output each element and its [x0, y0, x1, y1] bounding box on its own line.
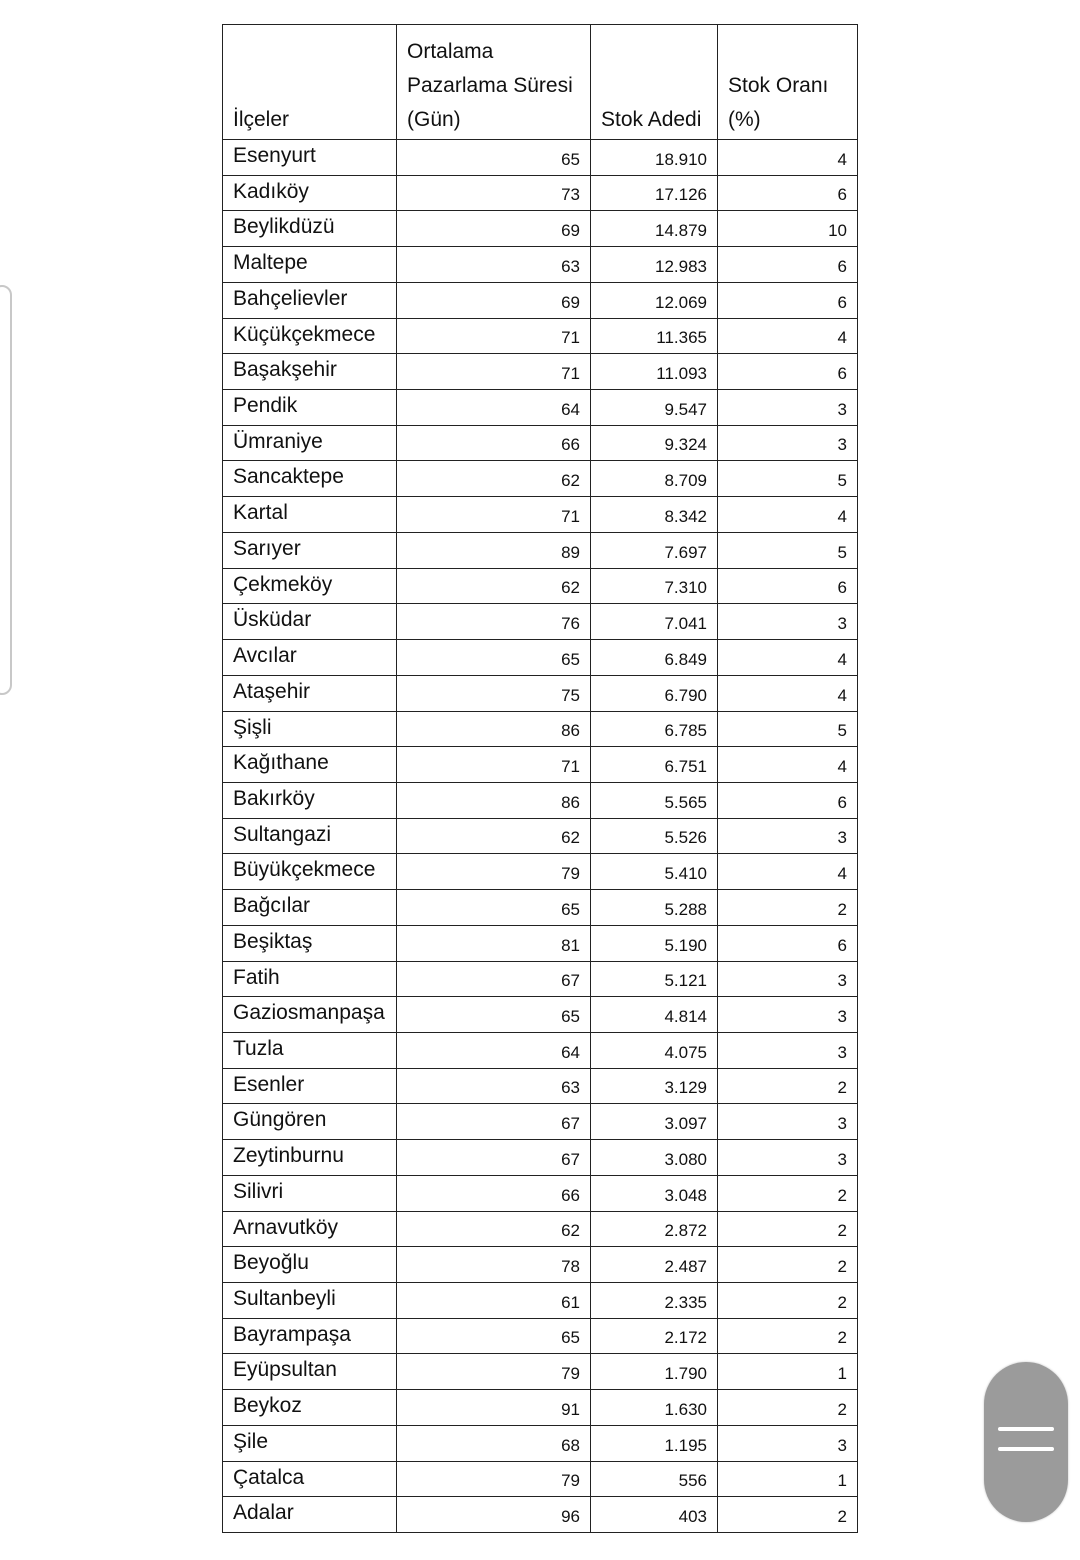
district-name: Bağcılar: [223, 890, 397, 926]
avg-marketing-days: 76: [397, 604, 591, 640]
stock-count: 556: [591, 1461, 718, 1497]
table-row: [223, 854, 858, 890]
avg-marketing-days: 64: [397, 390, 591, 426]
stock-ratio: 2: [718, 890, 858, 926]
district-name: Güngören: [223, 1104, 397, 1140]
stock-count: 6.849: [591, 640, 718, 676]
stock-ratio: 2: [718, 1283, 858, 1319]
district-name: Kartal: [223, 497, 397, 533]
avg-marketing-days: 63: [397, 247, 591, 283]
avg-marketing-days: 71: [397, 318, 591, 354]
stock-ratio: 2: [718, 1211, 858, 1247]
stock-count: 403: [591, 1497, 718, 1533]
avg-marketing-days: 73: [397, 175, 591, 211]
stock-ratio: 5: [718, 532, 858, 568]
stock-count: 4.075: [591, 1032, 718, 1068]
district-name: Ümraniye: [223, 425, 397, 461]
stock-ratio: 3: [718, 390, 858, 426]
table-row: [223, 461, 858, 497]
stock-ratio: 4: [718, 140, 858, 176]
stock-count: 2.335: [591, 1283, 718, 1319]
stock-ratio: 2: [718, 1390, 858, 1426]
stock-count: 3.097: [591, 1104, 718, 1140]
drag-handle-icon: [998, 1427, 1054, 1431]
stock-ratio: 5: [718, 711, 858, 747]
stock-count: 5.410: [591, 854, 718, 890]
stock-count: 5.565: [591, 782, 718, 818]
drag-handle-icon: [998, 1447, 1054, 1451]
district-name: Gaziosmanpaşa: [223, 997, 397, 1033]
stock-count: 8.709: [591, 461, 718, 497]
avg-marketing-days: 86: [397, 711, 591, 747]
stock-count: 12.983: [591, 247, 718, 283]
district-name: Çatalca: [223, 1461, 397, 1497]
district-name: Ataşehir: [223, 675, 397, 711]
district-name: Avcılar: [223, 640, 397, 676]
table-row: [223, 1175, 858, 1211]
avg-marketing-days: 66: [397, 425, 591, 461]
table-row: [223, 1461, 858, 1497]
table-row: [223, 997, 858, 1033]
stock-ratio: 6: [718, 925, 858, 961]
stock-count: 3.048: [591, 1175, 718, 1211]
table-row: [223, 1390, 858, 1426]
avg-marketing-days: 91: [397, 1390, 591, 1426]
stock-ratio: 3: [718, 1032, 858, 1068]
district-name: Kadıköy: [223, 175, 397, 211]
avg-marketing-days: 65: [397, 997, 591, 1033]
avg-marketing-days: 67: [397, 961, 591, 997]
table-row: [223, 925, 858, 961]
avg-marketing-days: 79: [397, 854, 591, 890]
table-row: [223, 425, 858, 461]
avg-marketing-days: 71: [397, 497, 591, 533]
stock-ratio: 3: [718, 961, 858, 997]
stock-ratio: 3: [718, 1104, 858, 1140]
district-name: Sultangazi: [223, 818, 397, 854]
district-name: Esenler: [223, 1068, 397, 1104]
district-name: Bakırköy: [223, 782, 397, 818]
stock-ratio: 2: [718, 1068, 858, 1104]
table-row: [223, 140, 858, 176]
avg-marketing-days: 79: [397, 1461, 591, 1497]
avg-marketing-days: 65: [397, 890, 591, 926]
stock-ratio: 3: [718, 997, 858, 1033]
stock-ratio: 3: [718, 818, 858, 854]
table-row: [223, 1211, 858, 1247]
district-name: Arnavutköy: [223, 1211, 397, 1247]
stock-count: 8.342: [591, 497, 718, 533]
table-row: [223, 175, 858, 211]
stock-count: 7.310: [591, 568, 718, 604]
table-row: [223, 604, 858, 640]
avg-marketing-days: 71: [397, 354, 591, 390]
district-name: Başakşehir: [223, 354, 397, 390]
table-header: [223, 25, 858, 140]
stock-count: 1.195: [591, 1425, 718, 1461]
district-name: Kağıthane: [223, 747, 397, 783]
avg-marketing-days: 62: [397, 1211, 591, 1247]
district-name: Büyükçekmece: [223, 854, 397, 890]
stock-count: 3.080: [591, 1140, 718, 1176]
header-row: [223, 25, 858, 140]
avg-marketing-days: 78: [397, 1247, 591, 1283]
table-row: [223, 640, 858, 676]
district-name: Beylikdüzü: [223, 211, 397, 247]
header-districts: İlçeler: [223, 25, 397, 140]
stock-ratio: 6: [718, 782, 858, 818]
stock-ratio: 6: [718, 175, 858, 211]
header-stock-ratio: Stok Oranı (%): [718, 25, 858, 140]
district-name: Maltepe: [223, 247, 397, 283]
stock-ratio: 3: [718, 1140, 858, 1176]
stock-count: 7.041: [591, 604, 718, 640]
avg-marketing-days: 61: [397, 1283, 591, 1319]
avg-marketing-days: 65: [397, 1318, 591, 1354]
avg-marketing-days: 68: [397, 1425, 591, 1461]
stock-count: 3.129: [591, 1068, 718, 1104]
district-name: Sultanbeyli: [223, 1283, 397, 1319]
avg-marketing-days: 64: [397, 1032, 591, 1068]
table-row: [223, 675, 858, 711]
avg-marketing-days: 79: [397, 1354, 591, 1390]
table-row: [223, 711, 858, 747]
scroll-handle[interactable]: [984, 1362, 1068, 1522]
avg-marketing-days: 89: [397, 532, 591, 568]
district-stock-table: [222, 24, 858, 1533]
table-row: [223, 1497, 858, 1533]
stock-count: 1.790: [591, 1354, 718, 1390]
avg-marketing-days: 96: [397, 1497, 591, 1533]
stock-ratio: 3: [718, 604, 858, 640]
stock-count: 2.872: [591, 1211, 718, 1247]
stock-count: 2.172: [591, 1318, 718, 1354]
district-name: Tuzla: [223, 1032, 397, 1068]
stock-ratio: 2: [718, 1318, 858, 1354]
stock-ratio: 3: [718, 1425, 858, 1461]
table-row: [223, 1425, 858, 1461]
stock-ratio: 10: [718, 211, 858, 247]
district-name: Sarıyer: [223, 532, 397, 568]
table-row: [223, 961, 858, 997]
avg-marketing-days: 75: [397, 675, 591, 711]
district-name: Bahçelievler: [223, 282, 397, 318]
table-row: [223, 1283, 858, 1319]
table-row: [223, 390, 858, 426]
stock-count: 1.630: [591, 1390, 718, 1426]
district-name: Sancaktepe: [223, 461, 397, 497]
table-row: [223, 1104, 858, 1140]
stock-ratio: 2: [718, 1175, 858, 1211]
table-row: [223, 1032, 858, 1068]
district-name: Eyüpsultan: [223, 1354, 397, 1390]
table-row: [223, 568, 858, 604]
district-name: Zeytinburnu: [223, 1140, 397, 1176]
table-row: [223, 747, 858, 783]
stock-count: 12.069: [591, 282, 718, 318]
stock-ratio: 4: [718, 318, 858, 354]
stock-count: 2.487: [591, 1247, 718, 1283]
avg-marketing-days: 81: [397, 925, 591, 961]
table-row: [223, 354, 858, 390]
stock-ratio: 6: [718, 282, 858, 318]
table-row: [223, 211, 858, 247]
table-row: [223, 1068, 858, 1104]
table-row: [223, 1140, 858, 1176]
table-row: [223, 497, 858, 533]
stock-ratio: 4: [718, 854, 858, 890]
district-name: Küçükçekmece: [223, 318, 397, 354]
stock-ratio: 1: [718, 1354, 858, 1390]
header-avg-marketing-time: Ortalama Pazarlama Süresi (Gün): [397, 25, 591, 140]
table-row: [223, 1318, 858, 1354]
stock-count: 6.751: [591, 747, 718, 783]
avg-marketing-days: 67: [397, 1104, 591, 1140]
stock-count: 7.697: [591, 532, 718, 568]
stock-ratio: 4: [718, 497, 858, 533]
stock-ratio: 2: [718, 1247, 858, 1283]
district-name: Beyoğlu: [223, 1247, 397, 1283]
table-row: [223, 1354, 858, 1390]
avg-marketing-days: 63: [397, 1068, 591, 1104]
stock-ratio: 1: [718, 1461, 858, 1497]
stock-ratio: 4: [718, 747, 858, 783]
table-row: [223, 282, 858, 318]
stock-count: 17.126: [591, 175, 718, 211]
stock-ratio: 4: [718, 640, 858, 676]
avg-marketing-days: 65: [397, 640, 591, 676]
avg-marketing-days: 86: [397, 782, 591, 818]
table-row: [223, 782, 858, 818]
avg-marketing-days: 71: [397, 747, 591, 783]
stock-count: 18.910: [591, 140, 718, 176]
stock-count: 6.785: [591, 711, 718, 747]
avg-marketing-days: 65: [397, 140, 591, 176]
stock-count: 5.526: [591, 818, 718, 854]
header-stock-count: Stok Adedi: [591, 25, 718, 140]
avg-marketing-days: 62: [397, 818, 591, 854]
district-name: Fatih: [223, 961, 397, 997]
district-name: Şile: [223, 1425, 397, 1461]
district-name: Pendik: [223, 390, 397, 426]
stock-ratio: 3: [718, 425, 858, 461]
stock-count: 9.324: [591, 425, 718, 461]
table-row: [223, 532, 858, 568]
avg-marketing-days: 62: [397, 568, 591, 604]
table-row: [223, 318, 858, 354]
district-name: Üsküdar: [223, 604, 397, 640]
stock-count: 11.365: [591, 318, 718, 354]
table-row: [223, 890, 858, 926]
stock-count: 6.790: [591, 675, 718, 711]
district-name: Beşiktaş: [223, 925, 397, 961]
stock-count: 11.093: [591, 354, 718, 390]
table-body: [223, 140, 858, 1533]
avg-marketing-days: 69: [397, 282, 591, 318]
district-name: Silivri: [223, 1175, 397, 1211]
district-name: Bayrampaşa: [223, 1318, 397, 1354]
district-name: Beykoz: [223, 1390, 397, 1426]
stock-ratio: 6: [718, 568, 858, 604]
stock-ratio: 4: [718, 675, 858, 711]
avg-marketing-days: 62: [397, 461, 591, 497]
avg-marketing-days: 69: [397, 211, 591, 247]
stock-ratio: 6: [718, 247, 858, 283]
district-name: Adalar: [223, 1497, 397, 1533]
stock-ratio: 2: [718, 1497, 858, 1533]
stock-count: 5.121: [591, 961, 718, 997]
avg-marketing-days: 66: [397, 1175, 591, 1211]
district-name: Çekmeköy: [223, 568, 397, 604]
table-row: [223, 1247, 858, 1283]
stock-ratio: 5: [718, 461, 858, 497]
avg-marketing-days: 67: [397, 1140, 591, 1176]
table-row: [223, 247, 858, 283]
stock-count: 14.879: [591, 211, 718, 247]
table-row: [223, 818, 858, 854]
stock-count: 5.288: [591, 890, 718, 926]
stock-ratio: 6: [718, 354, 858, 390]
district-name: Şişli: [223, 711, 397, 747]
district-name: Esenyurt: [223, 140, 397, 176]
stock-count: 4.814: [591, 997, 718, 1033]
stock-count: 9.547: [591, 390, 718, 426]
page-edge-tab: [0, 285, 12, 695]
stock-count: 5.190: [591, 925, 718, 961]
